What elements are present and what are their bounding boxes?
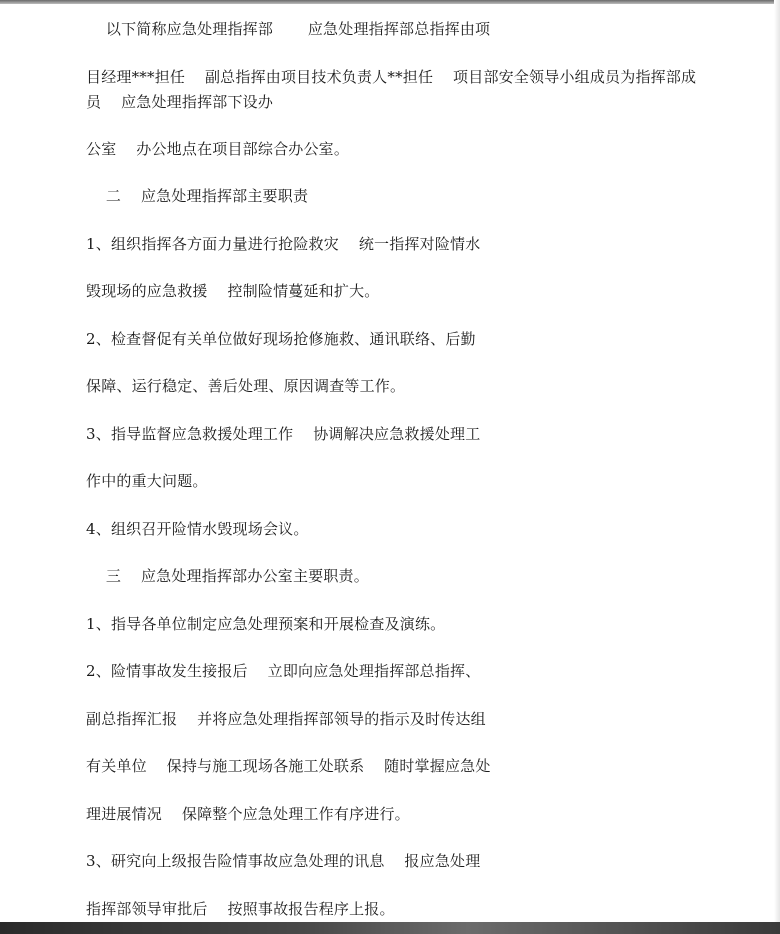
text-line: 1、组织指挥各方面力量进行抢险救灾 统一指挥对险情水	[86, 235, 481, 253]
text-line: 3、指导监督应急救援处理工作 协调解决应急救援处理工	[86, 425, 481, 443]
text-line: 指挥部领导审批后 按照事故报告程序上报。	[86, 900, 395, 918]
text-line: 以下简称应急处理指挥部 应急处理指挥部总指挥由项	[86, 20, 491, 38]
text-line: 作中的重大问题。	[86, 472, 208, 490]
text-line: 理进展情况 保障整个应急处理工作有序进行。	[86, 805, 410, 823]
text-line: 副总指挥汇报 并将应急处理指挥部领导的指示及时传达组	[86, 710, 486, 728]
text-line: 有关单位 保持与施工现场各施工处联系 随时掌握应急处	[86, 757, 491, 775]
text-line: 2、检查督促有关单位做好现场抢修施救、通讯联络、后勤	[86, 330, 476, 348]
text-line: 3、研究向上级报告险情事故应急处理的讯息 报应急处理	[86, 852, 481, 870]
text-line: 保障、运行稳定、善后处理、原因调查等工作。	[86, 377, 406, 395]
text-line: 毁现场的应急救援 控制险情蔓延和扩大。	[86, 282, 380, 300]
section-heading: 三 应急处理指挥部办公室主要职责。	[86, 567, 369, 585]
section-heading: 二 应急处理指挥部主要职责	[86, 187, 309, 205]
text-line: 1、指导各单位制定应急处理预案和开展检查及演练。	[86, 615, 446, 633]
text-line: 目经理***担任 副总指挥由项目技术负责人**担任 项目部安全领导小组成员为指挥部成	[86, 68, 697, 86]
text-line: 公室 办公地点在项目部综合办公室。	[86, 140, 350, 158]
text-line: 2、险情事故发生接报后 立即向应急处理指挥部总指挥、	[86, 662, 481, 680]
page-right-shadow	[774, 0, 780, 934]
page-top-edge	[0, 0, 780, 4]
text-line: 4、组织召开险情水毁现场会议。	[86, 520, 309, 538]
text-line: 员 应急处理指挥部下设办	[86, 93, 274, 111]
page-bottom-edge	[0, 922, 780, 934]
